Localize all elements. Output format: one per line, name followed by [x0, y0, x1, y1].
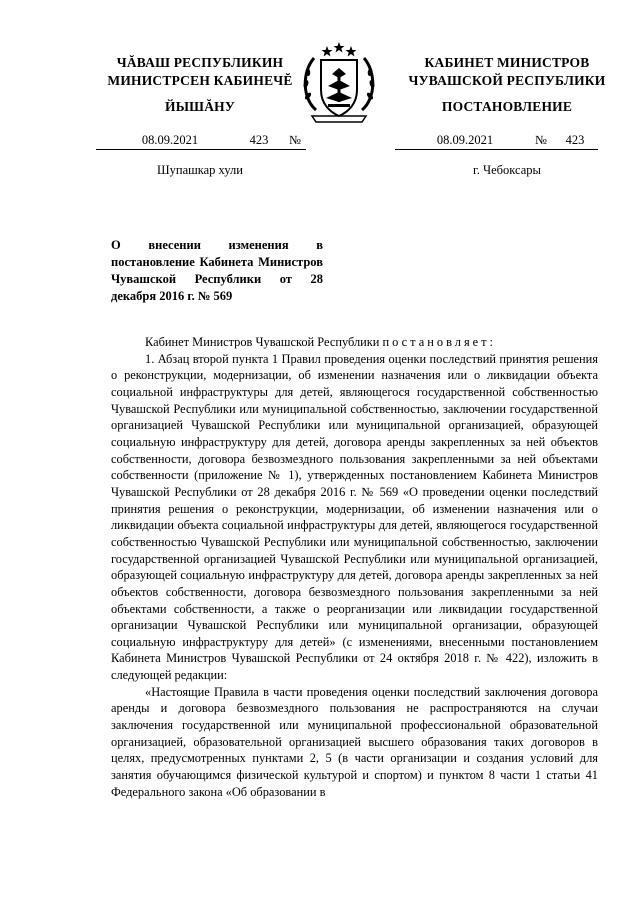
left-city: Шупашкар хули	[157, 163, 243, 177]
document-body	[111, 334, 598, 800]
right-org-name-line2: ЧУВАШСКОЙ РЕСПУБЛИКИ	[408, 73, 606, 88]
paragraph-1: 1. Абзац второй пункта 1 Правил проведения оценки последствий принятия решения о реконструкции, модернизации, об изменении назначения или о ликвидации объекта социальной инфраструктуры для детей, являющегося государственной собственностью Чувашской Республики или муниципальной собственностью, заключении государственной организацией Чувашской Республики или муниципальной организацией, образующей социальную инфраструктуру для детей, договора аренды закрепленных за ней объектов собственности, договора безвозмездного пользования закрепленными за ней объектами собственности (приложение № 1), утвержденных постановлением Кабинета Министров Чувашской Республики от 28 декабря 2016 г. № 569 «О проведении оценки последствий принятия решения о реконструкции, модернизации, об изменении назначения или о ликвидации объекта социальной инфраструктуры для детей, являющегося государственной собственностью Чувашской Республики или муниципальной собственностью, заключении государственной организацией Чувашской Республики или муниципальной организацией, образующей социальную инфраструктуру для детей, договора аренды закрепленных за ней объектов собственности, договора безвозмездного пользования закрепленными за ней объектами собственности, а также о реорганизации или ликвидации государственной организации Чувашской Республики или муниципальной организации, образующей социальную инфраструктуру для детей» (с изменениями, внесенными постановлением Кабинета Министров Чувашской Республики от 24 октября 2018 г. № 422), изложить в следующей редакции:	[111, 351, 598, 683]
right-city: г. Чебоксары	[473, 163, 541, 177]
right-number: 423	[565, 133, 585, 147]
right-doc-type: ПОСТАНОВЛЕНИЕ	[441, 99, 573, 114]
left-org-name-line2: МИНИСТРСЕН КАБИНЕЧĔ	[107, 73, 293, 88]
left-date-underline	[96, 149, 306, 150]
intro-paragraph	[111, 334, 598, 351]
left-doc-type: ЙЫШĂНУ	[165, 99, 235, 114]
right-date: 08.09.2021	[436, 133, 494, 147]
left-org-name-line1: ЧĂВАШ РЕСПУБЛИКИН	[116, 55, 284, 70]
paragraph-2: «Настоящие Правила в части проведения оценки последствий заключения договора аренды и договора безвозмездного пользования не распространяются на случаи заключения государственной или муниципальной профессиональной образовательной организацией, образовательной организацией высшего образования таких договоров в целях, предусмотренных пунктами 2, 5 (в части организации и создания условий для занятия обучающимся физической культурой и спортом) и пунктом 8 части 1 статьи 41 Федерального закона «Об образовании в	[111, 684, 598, 799]
right-number-sign: №	[535, 133, 547, 147]
intro-text: Кабинет Министров Чувашской Республики	[145, 335, 383, 349]
left-date: 08.09.2021	[141, 133, 199, 147]
right-org-name-line1: КАБИНЕТ МИНИСТРОВ	[424, 55, 590, 70]
left-number: 423	[249, 133, 269, 147]
intro-decree-word: постановляет:	[382, 335, 496, 349]
left-number-sign: №	[289, 133, 301, 147]
emblem-icon	[294, 38, 384, 128]
right-date-underline	[395, 149, 598, 150]
document-title: О внесении изменения в постановление Кабинета Министров Чувашской Республики от 28 декабря 2016 г. № 569	[111, 238, 323, 303]
